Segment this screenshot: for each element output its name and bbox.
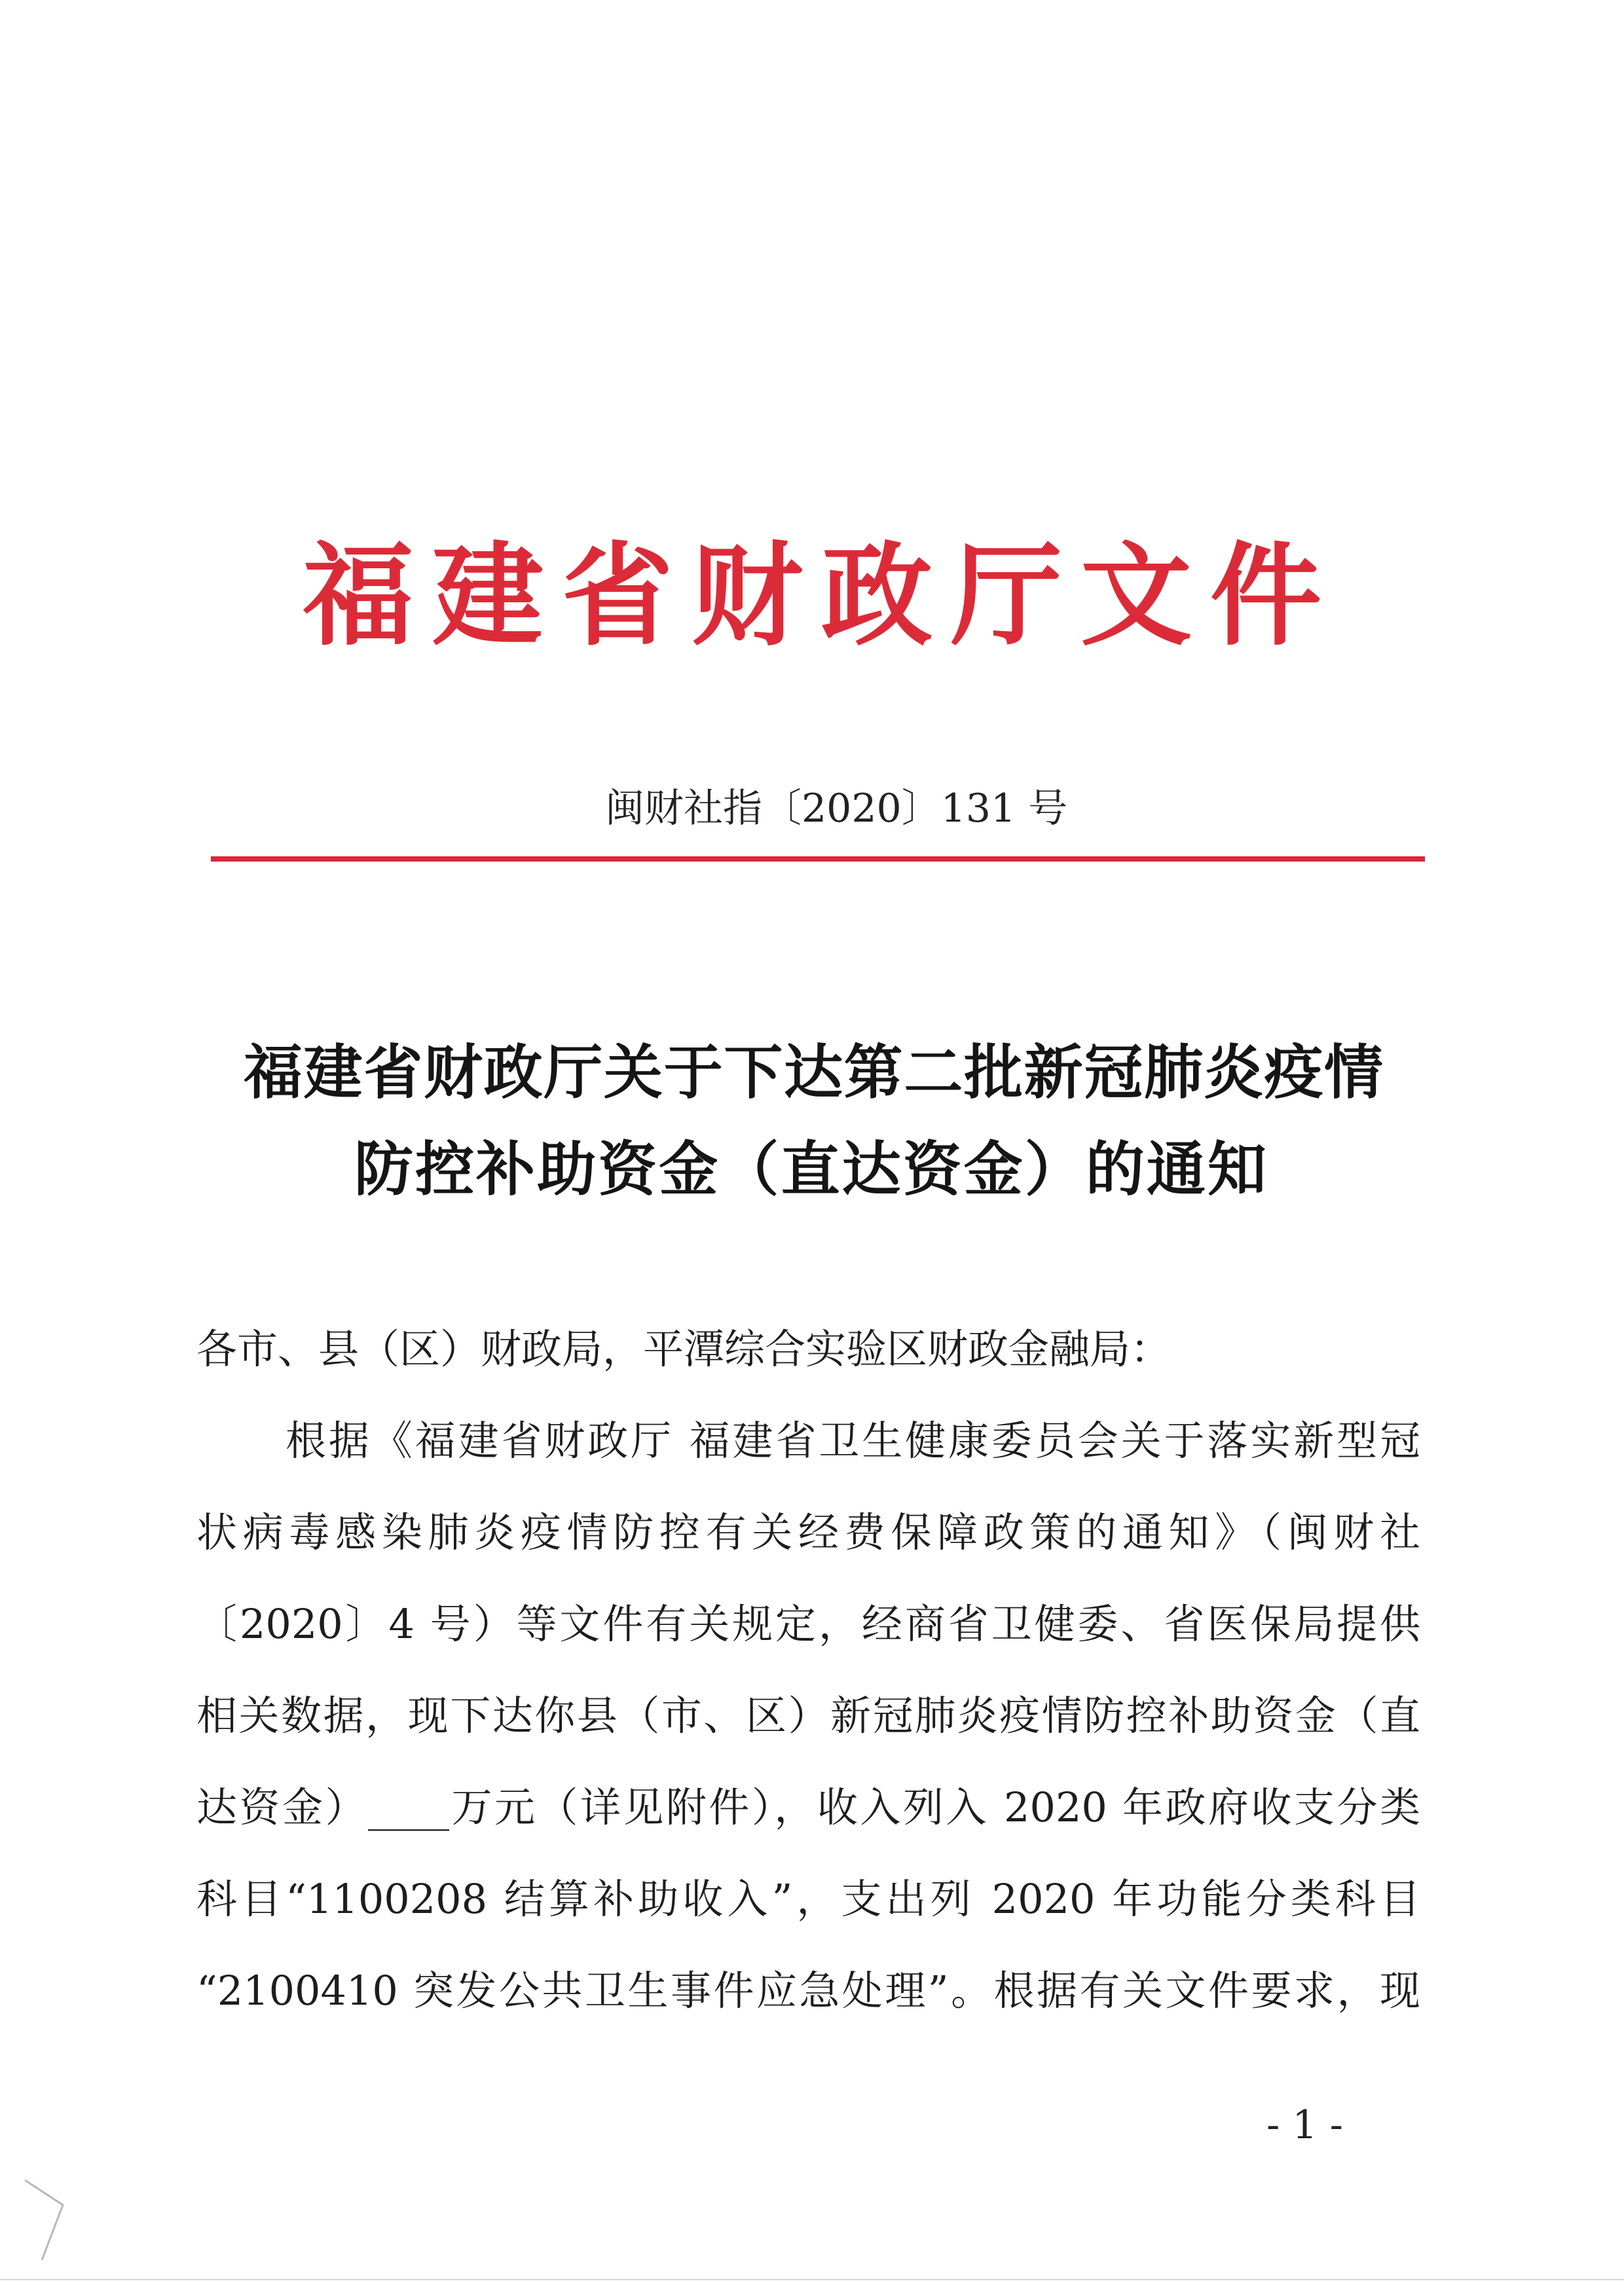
title-line: 防控补助资金（直达资金）的通知: [354, 1135, 1266, 1204]
body-line: 科目“1100208 结算补助收入”，支出列 2020 年功能分类科目: [196, 1875, 1420, 1923]
body-line: 〔2020〕4 号）等文件有关规定，经商省卫健委、省医保局提供: [196, 1600, 1420, 1648]
page-number: - 1 -: [1266, 2102, 1343, 2148]
issuer-header: 福建省财政厅文件: [303, 530, 1321, 661]
body-line: “2100410 突发公共卫生事件应急处理”。根据有关文件要求，现: [196, 1967, 1420, 2014]
scan-corner-mark: [25, 2180, 63, 2260]
body-line: 状病毒感染肺炎疫情防控有关经费保障政策的通知》（闽财社: [196, 1508, 1420, 1556]
body-line: 达资金）____万元（详见附件），收入列入 2020 年政府收支分类: [196, 1783, 1420, 1831]
body-line: 根据《福建省财政厅 福建省卫生健康委员会关于落实新型冠: [286, 1417, 1420, 1465]
title-line: 福建省财政厅关于下达第二批新冠肺炎疫情: [244, 1038, 1383, 1107]
body-text: [196, 1303, 1420, 2037]
document-number: 闽财社指〔2020〕131 号: [605, 786, 1068, 831]
header-divider-rule: [211, 856, 1425, 862]
body-line: 相关数据，现下达你县（市、区）新冠肺炎疫情防控补助资金（直: [196, 1692, 1420, 1740]
salutation: 各市、县（区）财政局，平潭综合实验区财政金融局：: [196, 1325, 1172, 1373]
